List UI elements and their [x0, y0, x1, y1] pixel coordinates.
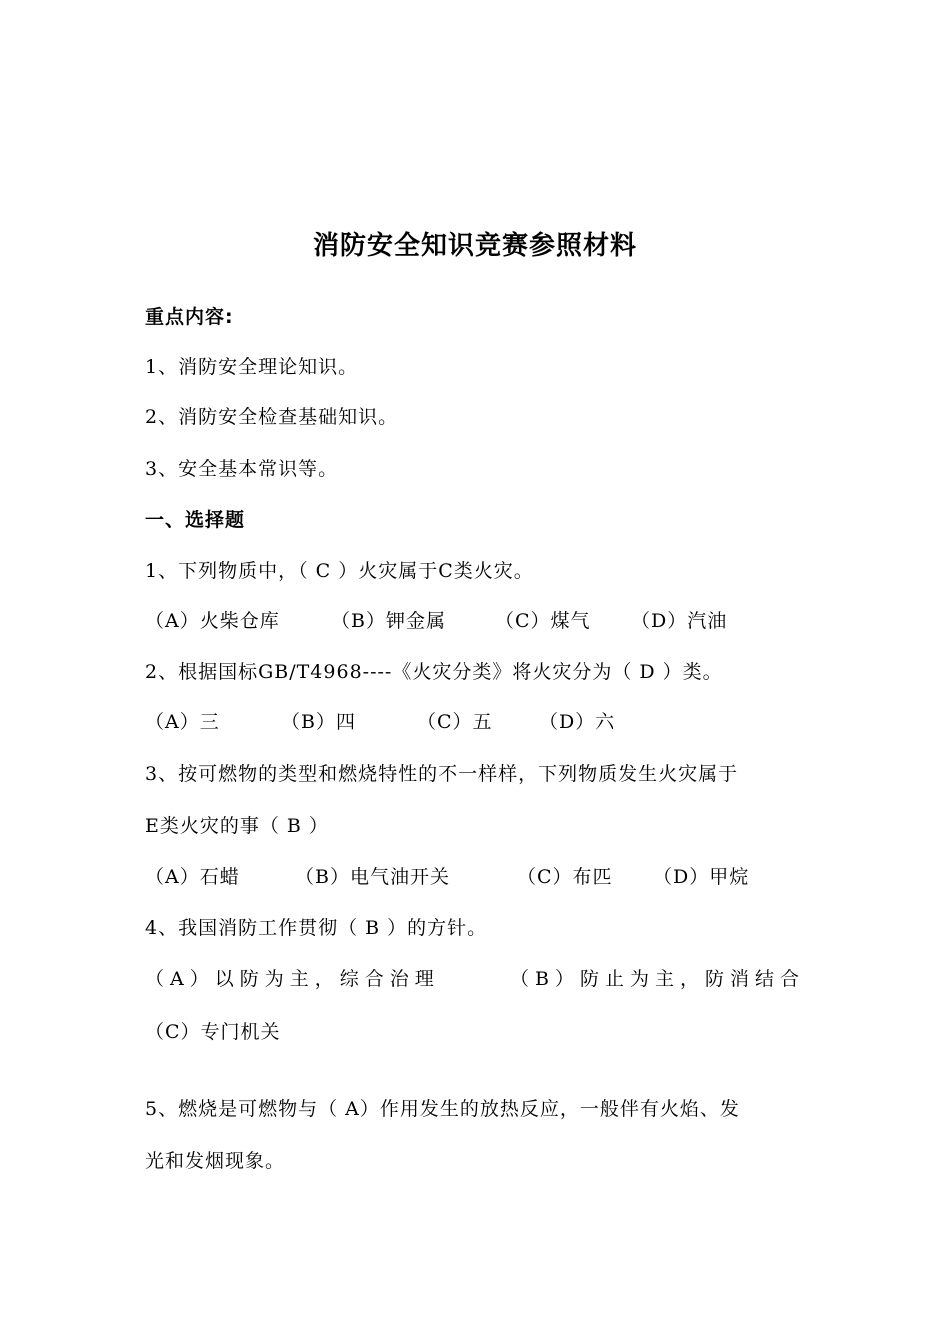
option: （B）四: [281, 711, 356, 733]
question-text: 2、根据国标GB/T4968----《火灾分类》将火灾分为（ D ）类。: [145, 661, 723, 683]
question-options: [145, 862, 815, 892]
document-title: 消防安全知识竞赛参照材料: [312, 231, 637, 261]
question-text: 3、按可燃物的类型和燃烧特性的不一样样，下列物质发生火灾属于: [145, 763, 739, 785]
question-text-continued: E类火灾的事（ B ）: [145, 815, 329, 837]
option: （B）防止为主，防消结合: [510, 968, 805, 990]
key-item: 1、消防安全理论知识。: [145, 356, 359, 378]
key-item: 3、安全基本常识等。: [145, 458, 339, 480]
section-heading: 一、选择题: [145, 509, 246, 531]
option: （B）电气油开关: [295, 866, 450, 888]
option: （C）煤气: [495, 610, 591, 632]
option: （D）六: [539, 711, 616, 733]
option: （A）石蜡: [145, 866, 240, 888]
option: （D）甲烷: [653, 866, 750, 888]
key-item: 2、消防安全检查基础知识。: [145, 406, 399, 428]
option: （A）火柴仓库: [145, 610, 280, 632]
question-text: 5、燃烧是可燃物与（ A）作用发生的放热反应，一般伴有火焰、发: [145, 1098, 740, 1120]
option: （C）布匹: [517, 866, 613, 888]
key-content-heading: 重点内容:: [145, 306, 234, 328]
option: （A）三: [145, 711, 220, 733]
option: （A）以防为主，综合治理: [145, 968, 440, 990]
question-text: 1、下列物质中，（ C ）火灾属于C类火灾。: [145, 560, 534, 582]
option: （B）钾金属: [331, 610, 446, 632]
question-options: [145, 606, 815, 636]
option: （D）汽油: [631, 610, 728, 632]
question-text: 4、我国消防工作贯彻（ B ）的方针。: [145, 917, 488, 939]
question-options: [145, 707, 815, 737]
question-options: [145, 964, 805, 994]
option: （C）五: [417, 711, 493, 733]
option: （C）专门机关: [145, 1021, 281, 1043]
question-text-continued: 光和发烟现象。: [145, 1150, 286, 1172]
